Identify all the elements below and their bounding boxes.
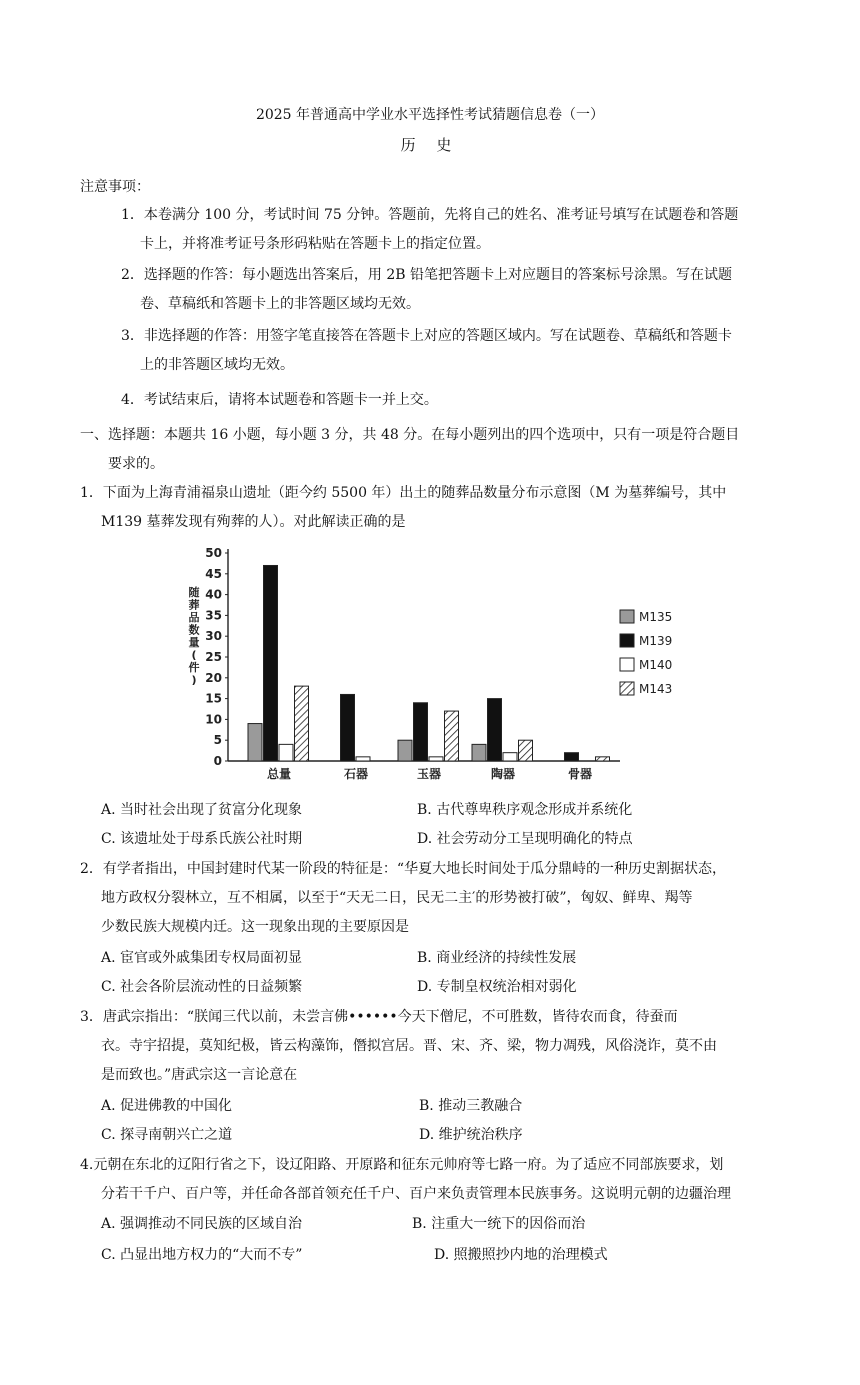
- q4-stem-line-1: 4.元朝在东北的辽阳行省之下，设辽阳路、开原路和征东元帅府等七路一府。为了适应不同部族要求，划: [80, 1157, 724, 1173]
- q2-stem-line-1: 2．有学者指出，中国封建时代某一阶段的特征是：“华夏大地长时间处于瓜分鼎峙的一种历史割据状态，: [80, 861, 727, 877]
- y-tick-label-25: 25: [205, 650, 222, 664]
- notice-heading: 注意事项：: [80, 179, 150, 195]
- section-1-heading: 一、选择题：本题共 16 小题，每小题 3 分，共 48 分。在每小题列出的四个选项中，只有一项是符合题目: [80, 427, 740, 443]
- y-tick-label-5: 5: [213, 733, 222, 748]
- y-tick-label-15: 15: [205, 691, 222, 706]
- x-tick-label-玉器: 玉器: [416, 767, 442, 781]
- q2-option-b[interactable]: B. 商业经济的持续性发展: [417, 950, 577, 966]
- y-axis-label-char: 数: [188, 623, 200, 637]
- q2-option-a[interactable]: A. 宦官或外戚集团专权局面初显: [101, 950, 303, 966]
- y-axis-label-char: 随: [188, 586, 200, 599]
- q4-option-d[interactable]: D. 照搬照抄内地的治理模式: [434, 1247, 608, 1263]
- notice-item-2-line-2: 卷、草稿纸和答题卡上的非答题区域均无效。: [140, 296, 420, 312]
- legend-swatch-M140: [620, 658, 634, 671]
- y-tick-label-20: 20: [205, 670, 222, 685]
- q4-option-b[interactable]: B. 注重大一统下的因俗而治: [412, 1216, 586, 1232]
- notice-item-1-line-1: 1．本卷满分 100 分，考试时间 75 分钟。答题前，先将自己的姓名、准考证号填写在试题卷和答题: [121, 207, 739, 223]
- y-axis-label-char: 品: [188, 611, 200, 624]
- y-axis-label-char: 葬: [188, 598, 200, 612]
- x-tick-label-总量: 总量: [266, 767, 292, 781]
- q3-option-a[interactable]: A. 促进佛教的中国化: [101, 1098, 233, 1114]
- x-tick-label-骨器: 骨器: [567, 767, 593, 781]
- q2-stem-line-2: 地方政权分裂林立，互不相属，以至于“天无二日，民无二主′的形势被打破”，匈奴、鲜卑、羯等: [101, 890, 693, 906]
- bar-M140-陶器: [503, 753, 517, 761]
- y-tick-label-40: 40: [205, 587, 222, 602]
- notice-item-4: 4．考试结束后，请将本试题卷和答题卡一并上交。: [121, 392, 438, 408]
- subject-title: 历 史: [400, 136, 460, 154]
- exam-title: 2025 年普通高中学业水平选择性考试猜题信息卷（一）: [255, 107, 605, 123]
- q3-stem-line-1: 3．唐武宗指出：“朕闻三代以前，未尝言佛••••••今天下僧尼，不可胜数，皆待农而食，待蚕而: [80, 1009, 678, 1025]
- x-tick-label-石器: 石器: [343, 767, 369, 781]
- y-axis-label-char: ): [191, 673, 197, 687]
- legend-swatch-M143: [620, 682, 634, 695]
- y-axis-label-char: 量: [188, 636, 200, 649]
- q1-option-b[interactable]: B. 古代尊卑秩序观念形成并系统化: [417, 802, 633, 818]
- y-tick-label-45: 45: [205, 566, 222, 581]
- bar-M139-总量: [264, 565, 278, 761]
- bar-M140-石器: [356, 757, 370, 761]
- q4-option-c[interactable]: C. 凸显出地方权力的“大而不专”: [101, 1247, 303, 1263]
- bar-M135-玉器: [398, 740, 412, 761]
- y-tick-label-10: 10: [205, 712, 222, 727]
- y-tick-label-30: 30: [205, 629, 222, 644]
- legend-label-M135: M135: [639, 610, 673, 624]
- q2-option-c[interactable]: C. 社会各阶层流动性的日益频繁: [101, 979, 303, 995]
- bar-M139-玉器: [414, 703, 428, 761]
- legend-label-M140: M140: [639, 658, 673, 672]
- bar-M143-陶器: [519, 740, 533, 761]
- bar-M140-玉器: [429, 757, 443, 761]
- bar-M139-石器: [341, 694, 355, 761]
- notice-item-2-line-1: 2．选择题的作答：每小题选出答案后，用 2B 铅笔把答题卡上对应题目的答案标号涂黑。写在试题: [121, 267, 733, 283]
- grave-goods-bar-chart: [180, 540, 680, 790]
- q3-option-b[interactable]: B. 推动三教融合: [419, 1098, 523, 1114]
- q4-option-a[interactable]: A. 强调推动不同民族的区域自治: [101, 1216, 303, 1232]
- notice-item-3-line-2: 上的非答题区域均无效。: [140, 357, 294, 373]
- q3-stem-line-2: 衣。寺宇招提，莫知纪极，皆云构藻饰，僭拟宫居。晋、宋、齐、梁，物力凋残，风俗浇诈，莫不由: [101, 1038, 717, 1054]
- q1-option-c[interactable]: C. 该遗址处于母系氏族公社时期: [101, 831, 303, 847]
- q4-stem-line-2: 分若干千户、百户等，并任命各部首领充任千户、百户来负责管理本民族事务。这说明元朝的边疆治理: [101, 1186, 731, 1202]
- x-tick-label-陶器: 陶器: [490, 767, 516, 781]
- section-1-heading-cont: 要求的。: [108, 456, 164, 472]
- bar-M139-陶器: [488, 699, 502, 761]
- bar-M139-骨器: [565, 753, 579, 761]
- y-tick-label-35: 35: [205, 608, 222, 623]
- notice-item-1-line-2: 卡上，并将准考证号条形码粘贴在答题卡上的指定位置。: [140, 236, 490, 252]
- legend-label-M143: M143: [639, 682, 673, 696]
- q1-stem-line-2: M139 墓葬发现有殉葬的人）。对此解读正确的是: [101, 514, 406, 530]
- bar-M135-总量: [248, 724, 262, 761]
- bar-M143-总量: [295, 686, 309, 761]
- y-axis-label-char: (: [191, 648, 197, 662]
- y-tick-label-50: 50: [205, 546, 222, 560]
- bar-M135-陶器: [472, 744, 486, 761]
- q3-option-d[interactable]: D. 维护统治秩序: [419, 1127, 523, 1143]
- y-tick-label-0: 0: [213, 754, 222, 768]
- legend-swatch-M135: [620, 610, 634, 623]
- q1-option-a[interactable]: A. 当时社会出现了贫富分化现象: [101, 802, 303, 818]
- bar-M143-玉器: [445, 711, 459, 761]
- q2-option-d[interactable]: D. 专制皇权统治相对弱化: [417, 979, 577, 995]
- legend-swatch-M139: [620, 634, 634, 647]
- notice-item-3-line-1: 3．非选择题的作答：用签字笔直接答在答题卡上对应的答题区域内。写在试题卷、草稿纸和答题卡: [121, 328, 732, 344]
- q2-stem-line-3: 少数民族大规模内迁。这一现象出现的主要原因是: [101, 919, 409, 935]
- q1-option-d[interactable]: D. 社会劳动分工呈现明确化的特点: [417, 831, 633, 847]
- q1-stem-line-1: 1．下面为上海青浦福泉山遗址（距今约 5500 年）出土的随葬品数量分布示意图（M 为墓葬编号，其中: [80, 485, 727, 501]
- bar-M143-骨器: [596, 757, 610, 761]
- legend-label-M139: M139: [639, 634, 673, 648]
- q3-option-c[interactable]: C. 探寻南朝兴亡之道: [101, 1127, 233, 1143]
- bar-M140-总量: [279, 744, 293, 761]
- q3-stem-line-3: 是而致也。”唐武宗这一言论意在: [101, 1067, 298, 1083]
- y-axis-label-char: 件: [188, 661, 200, 674]
